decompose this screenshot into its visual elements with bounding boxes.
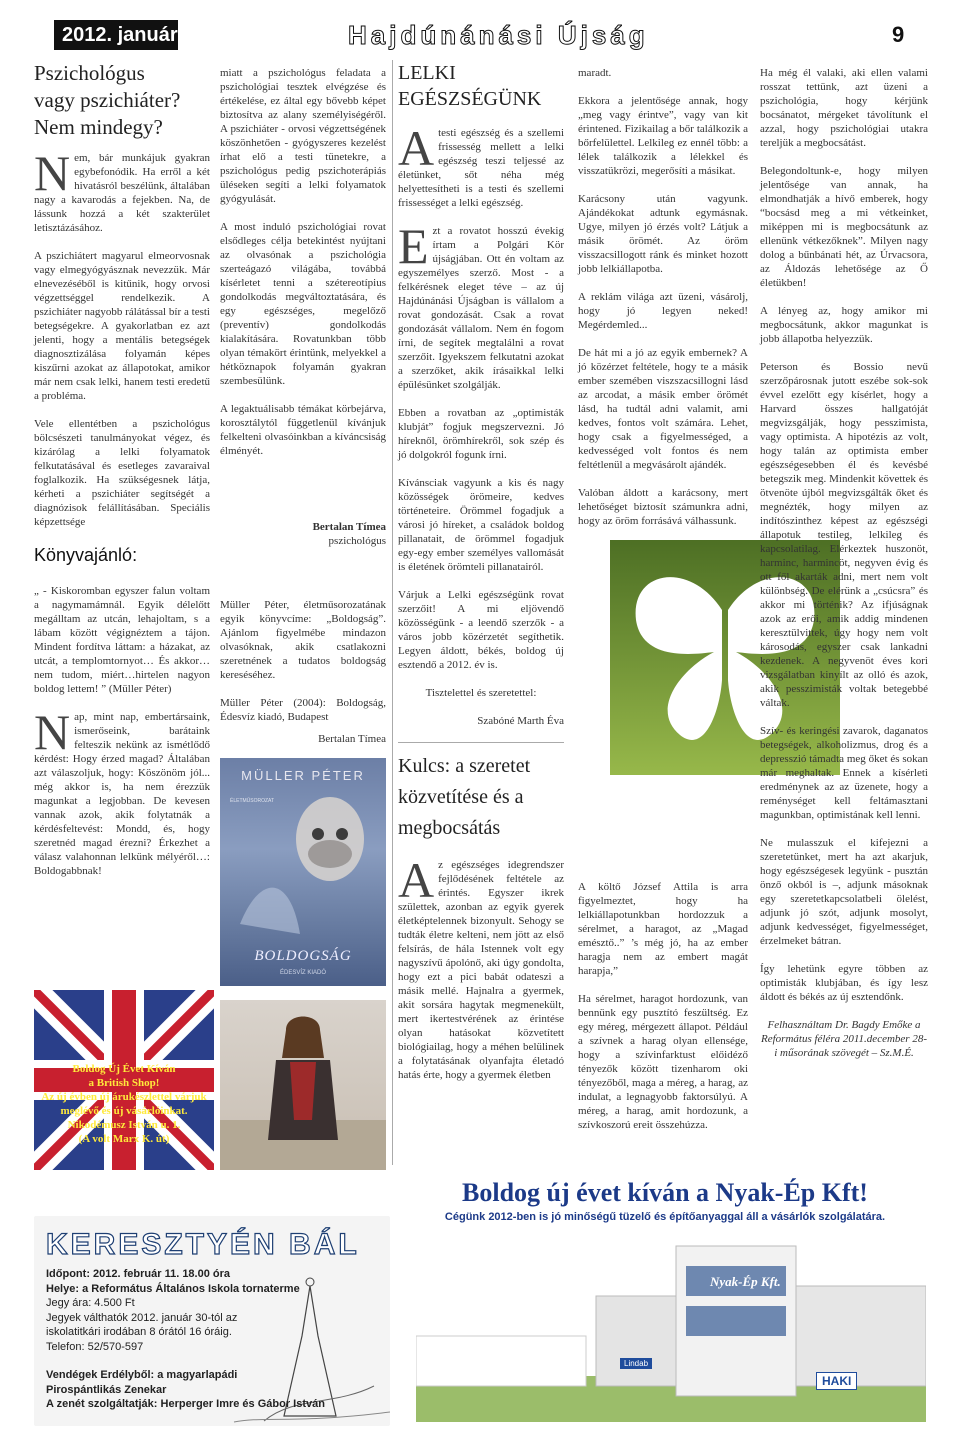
- ball-ad-line: A zenét szolgáltatják: Herperger Imre és Gábor István: [46, 1398, 325, 1410]
- title-line: EGÉSZSÉGÜNK: [398, 88, 542, 110]
- konyvajanlo-heading: Könyvajánló:: [34, 545, 138, 565]
- paragraph: miatt a pszichológus feladata a pszichológiai tesztek elvégzése és értékelése, ez által egy bővebb képet biztosítva az alany személyiségéről. A pszichiáter - orvosi végzettségének köszönhetően - gyógyszeres kezelést írhat elő a testi tünetekre, a pszichológus pedig pszichoterápiás üléseken segíti a lelki folyamatok gyógyulását.: [220, 67, 386, 205]
- drop-cap: A: [398, 120, 435, 176]
- paragraph: A pszichiátert magyarul elmeorvosnak vagy elmegyógyásznak nevezzük. Már elnevezéséből is kitűnik, hogy orvosi végzettséggel rendelkezik. A pszichiáter nagyobb rálátással bír a testi betegségekre. A gyakorlatban ez azt jelenti, hogy a mentális betegségek diagnosztizálása folyamán képes kiszűrni azokat az állapotokat, amikor már nem csak lelki, hanem testi eredetű a probléma.: [34, 250, 210, 402]
- drop-cap: N: [34, 145, 71, 201]
- col1-quote: [34, 584, 210, 878]
- shop-ad-line: a British Shop!: [88, 1077, 160, 1089]
- paragraph: Müller Péter, életműsorozatának egyik könyvcíme: „Boldogság”. Ajánlom figyelmébe mindazon olvasóknak, akik csatlakozni szeretnének a tudatos boldogság kereséséhez.: [220, 599, 386, 681]
- paragraph: Ha sérelmet, haragot hordozunk, van bennünk egy pusztító feszültség. Ez egy méreg, mérgezett állapot. Például a szívnek a harag olyan ellensége, hogy a szívinfarktust előidéző tényezők között tizenharom oki tényezőből, maga a méreg, a harag, az indulat, a legnagyobb faktorsúlyú. A méreg, a harag, amit hordozunk, a szívkoszorú ereit összehúzza.: [578, 993, 748, 1131]
- shop-ad-line: Nikodémusz István u. 1.: [67, 1119, 181, 1131]
- ball-ad-footer: [46, 1368, 325, 1412]
- paragraph: Valóban áldott a karácsony, mert lehetőséget biztosít számunkra adni, hogy az öröm forrásává válhassunk.: [578, 487, 748, 527]
- paragraph: Kívánsciak vagyunk a kis és nagy közösségek örömeire, kedves történeteire. Örömmel fogadjuk a városi jó híreket, a családok boldog pillanatait, de örömmel fogadjuk egy-egy ember személyes vallomását is életének örömteli pillanatairól.: [398, 477, 564, 573]
- book-cover-series: ÉLETMŰSOROZAT: [230, 798, 275, 804]
- ball-ad-line: Időpont: 2012. február 11. 18.00 óra: [46, 1268, 231, 1280]
- col3-body: [398, 120, 564, 728]
- book-cover-author: MÜLLER PÉTER: [241, 768, 365, 783]
- paragraph: A reklám világa azt üzeni, vásárolj, hogy jó legyen neked! Megérdemled...: [578, 291, 748, 331]
- signature-name: Szabóné Marth Éva: [477, 715, 564, 727]
- signature-name: Bertalan Tímea: [318, 733, 386, 745]
- shop-ad-line: (A volt Marx K. út): [78, 1133, 170, 1145]
- col1-article: [34, 60, 210, 892]
- paragraph: Így lehetünk egyre többen az optimisták klubjában, és így lesz áldott és békés az új esztendőnk.: [760, 963, 928, 1003]
- book-quote: „ - Kiskoromban egyszer falun voltam a nagymamámnál. Egyik délelőtt megálltam az utcán, lehajoltam, s a lábam között végignéztem a tájon. Mindent fordítva láttam: a házakat, az utcát, a templomtornyot… És akkor… nem tudom, miért…hirtelen nagyon boldog lettem! ” (Müller Péter): [34, 585, 210, 695]
- woman-portrait-photo: [220, 1000, 386, 1170]
- paragraph: Szív- és keringési zavarok, daganatos betegségek, alkoholizmus, drog és a depresszió támadta meg őket és sokan már meghaltak. Ennek a kísérleti eredménynek az az üzenete, hogy a reménységet kell feltámasztani magunkban, optimistának kell lenni.: [760, 725, 928, 821]
- paragraph: Karácsony után vagyunk. Ajándékokat adtunk egymásnak. Ugye, milyen jó érzés volt? Látjuk a másik örömét. Az öröm visszacsillogott ránk és minket hozott jobb lelkiállapotba.: [578, 193, 748, 275]
- company-sign-lindab: Lindab: [620, 1358, 652, 1369]
- book-cover-publisher: ÉDESVÍZ KIADÓ: [279, 970, 326, 976]
- paragraph: A legaktuálisabb témákat körbejárva, korosztálytól függetlenül kívánjuk felkelteni olvasóinkban a kíváncsiság élményét.: [220, 403, 386, 457]
- paragraph: zt a rovatot hosszú évekig írtam a Polgári Kör újságjában. Ott én voltam az egyszemélyes szerző. Most - a felkérésnek eleget téve – az új Hajdúnánási Újságban is vállalom a rovat gondozását. Csak a rovat gondozását vállalom. Nem én fogom írni, de segítek megtalálni a rovat szerzőit. Igyekszem felkutatni azokat a szerzőket, akik írásaikkal lelki épülésünket szolgálják.: [398, 225, 564, 391]
- company-sign-nyak-ep: Nyak-Ép Kft.: [710, 1274, 781, 1289]
- article-title-pszichologus: [34, 60, 210, 141]
- drop-cap: E: [398, 218, 429, 274]
- paragraph: Ha még él valaki, aki ellen valami rosszat tettünk, azt üzeni a pszichológia, hogy kérjünk bocsánatot, mérgeket távolítunk el azzal, hogy pszichológiai utakra tereljük a megbocsátást.: [760, 67, 928, 149]
- title-line: közvetítése és a: [398, 786, 524, 808]
- company-sign-haki: HAKI: [816, 1372, 857, 1390]
- paragraph: testi egészség és a szellemi frissesség mellett a lelki egészség teszi teljessé az életünket, sőt néha még helyettesítheti is a testi és szellemi frissességet a lelki egészség.: [398, 127, 564, 209]
- title-line: Nem mindegy?: [34, 115, 163, 139]
- title-line: Kulcs: a szeretet: [398, 755, 531, 777]
- closing-line: Tisztelettel és szeretettel:: [425, 687, 537, 699]
- paragraph: Peterson és Bossio nevű szerzőpárosnak jutott eszébe sok-sok évvel ezelőtt egy kísérlet, hogy a Harvard összes hallgatóját megvizsgálják, hogy pesszimista, vagy optimista. A hipotézis az volt, hogy talán az optimista ember egészségesebben él és kevésbé betegszik meg. Mindenkit követtek és ötvenöte újból megvizsgálták őket és megnézték, hogy milyen az indítószinthez képest az egészségi állapotuk testileg, lelkileg és kapcsolatilag. Elérkeztek huszonöt, harminc, harmincöt, negyven évig és ott fől akarták adni, mert nem volt különbség. De elérünk a „csúcsra” és akkor mi történik? Az ifjúságnak azok az erői, amik addig mindenen keresztülvittek, úgy hogy nem volt károsodás, egyszer csak lankadni kezdenek. A negyvenöt éves kori vizsgálatban kinyílt az olló és azok, akik pesszimisták voltak betegebbé váltak.: [760, 361, 928, 709]
- col2-body: [220, 66, 386, 746]
- shop-ad-line: Az új évben új árukészlettel várjuk meglévő és új vásárlóinkat.: [41, 1091, 207, 1117]
- col3-article: [398, 60, 564, 1096]
- col4-body-lower: [578, 880, 748, 1146]
- section-divider: [398, 742, 564, 743]
- paragraph: Ne mulasszuk el kifejezni a szeretetünket, mert ha azt akarjuk, hogy egészségesek legyünk - pusztán önző okból is –, adjunk másoknak egy szeretetkapcsolatbeli ölelést, adjunk jó szót, adjunk mosolyt, adjunk kedvességet, figyelmességet, érzelmeket bátran.: [760, 837, 928, 947]
- paragraph: A költő József Attila is arra figyelmeztet, hogy ha lelkiállapotunkban hordozzuk a sérelmet, a haragot, az „Magad emésztő..” ’s még jó, ha az ember haragja nem az embert magát harapja,”: [578, 881, 748, 977]
- ball-ad-line: Vendégek Erdélyből: a magyarlapádi: [46, 1369, 238, 1381]
- paragraph: A most induló pszichológiai rovat elsődleges célja betekintést nyújtani az olvasónak a pszichológia szerteágazó világába, továbbá kísérletet tenni a szétereotípius gondolkodás megváltoztatására, és egy egészséges, megelőző (preventív) gondolkodás kialakítására. Rovatunkban több olyan témakört érintünk, melyekkel a hétköznapok folyamán gyakran szembesülünk.: [220, 221, 386, 387]
- paragraph: Vele ellentétben a pszichológus bölcsészeti tanulmányokat végez, és kizárólag a lelki folyamatok felkutatásával és esetleges zavaraival foglalkozik. Ha szükségesnek látja, kérheti a pszichiáter segítségét a diagnózisok felállításában. Speciális képzettsége: [34, 418, 210, 528]
- col1-body: [34, 145, 210, 529]
- ball-ad-line: Pirospántlikás Zenekar: [46, 1383, 167, 1396]
- paragraph: em, bár munkájuk gyakran egybefonódik. Ha erről a két hivatásról beszélünk, általában nagy a kavarodás a fejekben. Na, de lássunk hozzá a két szakterület letisztázásához.: [34, 152, 210, 234]
- ball-ad-details: [46, 1267, 300, 1354]
- newspaper-title: Hajdúnánási Újság: [348, 20, 649, 50]
- page-number: 9: [892, 22, 905, 47]
- issue-date: 2012. január: [62, 24, 178, 46]
- title-line: LELKI: [398, 62, 456, 84]
- lelki-egeszsegunk-title: [398, 60, 564, 112]
- shop-ad-line: Boldog Új Évet Kíván: [72, 1063, 176, 1075]
- kulcs-title: [398, 751, 564, 844]
- book-reference: Müller Péter (2004): Boldogság, Édesvíz kiadó, Budapest: [220, 697, 386, 723]
- shop-ad-text: [34, 1062, 214, 1146]
- paragraph: Belegondoltunk-e, hogy milyen jelentősége van annak, ha elmondhatják a hívő emberek, hogy “bocsásd meg a mi vétkeinket, miképpen mi is megbocsátunk az ellenünk vétkezőknek”. Milyen nagy dolog a bűnbánati hét, az Úrvacsora, az Áldozás lehetősége az Ő életükben!: [760, 165, 928, 289]
- paragraph: ap, mint nap, embertársaink, ismerőseink, barátaink felteszik nekünk az ismétlődő kérdést: Hogy érzed magad? Általában azt válaszoljuk, hogy: Köszönöm jól... még akkor is, ha nem érezzük magunkat a legjobban. De kevesen vannak azok, akik folytatnák a kérdésfeltevést: Mondd, és, hogy szeretnéd magad érezni? Érkezhet a válasz valahonnan lelkünk mélyéről…: Boldogabbnak!: [34, 711, 210, 877]
- paragraph: Ebben a rovatban az „optimisták klubját” fogjuk megszervezni. Jó híreknől, örömhírekről, sok szép és jó dolgokról fogunk írni.: [398, 407, 564, 461]
- nyak-ep-ad-title: Boldog új évet kíván a Nyak-Ép Kft!: [462, 1178, 868, 1207]
- column-divider: [392, 60, 393, 1165]
- ball-ad-line: Jegy ára: 4.500 Ft: [46, 1297, 135, 1309]
- nyak-ep-ad-subtitle: Cégünk 2012-ben is jó minőségű tüzelő és építőanyaggal áll a vásárlók szolgálatára.: [444, 1211, 886, 1223]
- book-cover-title: BOLDOGSÁG: [254, 948, 352, 964]
- col5-body: [760, 66, 928, 1074]
- signature-role: pszichológus: [328, 535, 386, 547]
- source-credit: Felhasználtam Dr. Bagdy Emőke a Református féléra 2011.december 28-i műsorának szövegét – Sz.M.É.: [761, 1019, 927, 1059]
- paragraph: z egészséges idegrendszer fejlődésének feltétele az érintés. Egyszer ikrek születtek, azonban az egyik gyerek életképtelennek bizonyult. Sehogy se tudták életre kelteni, nem jött az első felsírás, de hála Istennek volt egy nagyszívű ápolónő, aki úgy gondolta, hogy ezt a pici babát odateszi a másik mellé. Hajnalra a gyermek, akit sorsára hagytak megmenekült, mert ikertestvérének az érintése olyan hatásokat közvetített biológiailag, hogy a méhen belülinek a folytatásának olyanfajta életadó hatás érte, hogy a gyermek életben: [398, 859, 564, 1081]
- title-line: Pszichológus: [34, 61, 145, 85]
- paragraph: maradt.: [578, 67, 612, 79]
- title-line: vagy pszichiáter?: [34, 88, 181, 112]
- paragraph: Ekkora a jelentősége annak, hogy „meg vagy érintve”, vagy van kit érintened. Fizikailag a bőr találkozik a bőrfelülettel. Lelkileg ez ennél több: a lélek találkozik a lélekkel és visszatükrözi, megerősíti a másikat.: [578, 95, 748, 177]
- drop-cap: A: [398, 852, 435, 908]
- ball-ad-line: Telefon: 52/570-597: [46, 1340, 144, 1353]
- british-shop-ad: [34, 990, 214, 1170]
- col3-kulcs-body: [398, 852, 564, 1082]
- col4-body: [578, 66, 748, 542]
- drop-cap: N: [34, 704, 71, 760]
- book-cover-portrait: [220, 784, 386, 944]
- ball-ad-title: KERESZTYÉN BÁL: [46, 1228, 360, 1261]
- paragraph: Várjuk a Lelki egészségünk rovat szerzőit! A mi eljövendő közösségünk - a leendő szerzők - a város jobb közérzetét segíthetik. Legyen áldott, békés, boldog új esztendő a 2012. év is.: [398, 589, 564, 671]
- ball-ad-line: Helye: a Református Általános Iskola tornaterme: [46, 1282, 300, 1295]
- signature-name: Bertalan Tímea: [312, 521, 386, 533]
- nyak-ep-building-photo: [416, 1226, 926, 1422]
- ball-ad-line: Jegyek válthatók 2012. január 30-tól az iskolatitkári irodában 8 órától 16 óráig.: [46, 1311, 238, 1338]
- book-cover-image: [220, 758, 386, 986]
- paragraph: De hát mi a jó az egyik embernek? A jó közérzet feltétele, hogy te a másik ember szemében viszszacsillogni lásd az arcodat, a másik ember örömét lásd, ha tudtál adni valamit, ami kedves, fontos volt számára. Lehet, hogy csak a figyelmességed, a kedvességed volt fontos és nem feltétlenül a megvásárolt ajándék.: [578, 347, 748, 471]
- title-line: megbocsátás: [398, 817, 501, 839]
- paragraph: A lényeg az, hogy amikor mi megbocsátunk, akkor magunkat is jobb állapotba helyezzük.: [760, 305, 928, 345]
